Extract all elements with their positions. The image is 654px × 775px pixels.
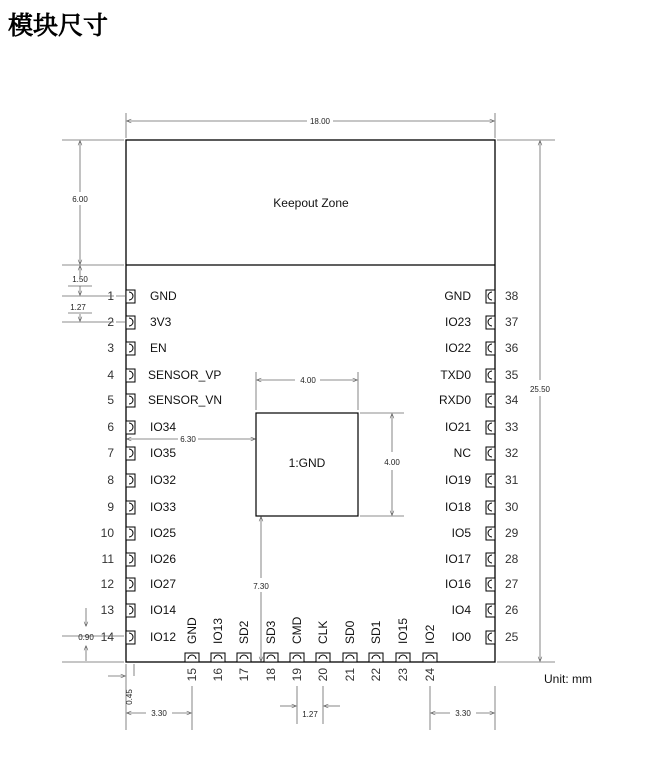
bottom-pin-pad xyxy=(423,653,437,662)
bottom-pin-number: 23 xyxy=(396,668,410,682)
right-pin-number: 29 xyxy=(505,526,519,540)
dim-bottom-left-offset: 3.30 xyxy=(151,709,167,718)
right-pin-name: IO22 xyxy=(444,341,471,355)
bottom-pin-pad xyxy=(290,653,304,662)
bottom-pin-pad xyxy=(237,653,251,662)
dim-pin-pitch: 1.27 xyxy=(70,303,86,312)
left-pin-number: 7 xyxy=(107,446,114,460)
right-pin-name: RXD0 xyxy=(438,393,471,407)
right-pin-name: NC xyxy=(453,446,471,460)
bottom-pin-number: 20 xyxy=(316,668,330,682)
dim-width: 18.00 xyxy=(309,117,331,126)
bottom-pin-number: 16 xyxy=(211,668,225,682)
bottom-pin-pad xyxy=(316,653,330,662)
left-pin-number: 3 xyxy=(107,341,114,355)
right-pin-name: IO18 xyxy=(444,500,471,514)
dim-last-pin-offset: 0.90 xyxy=(78,633,94,642)
dim-first-pin-offset: 1.50 xyxy=(72,275,88,284)
bottom-pin-pad xyxy=(396,653,410,662)
right-pin-name: TXD0 xyxy=(440,368,471,382)
dim-pad-left-offset: 6.30 xyxy=(180,435,196,444)
keepout-zone-label: Keepout Zone xyxy=(273,196,349,210)
right-pin-name: IO21 xyxy=(444,420,471,434)
bottom-pin-pad xyxy=(369,653,383,662)
unit-label: Unit: mm xyxy=(544,672,592,686)
right-pin-name: GND xyxy=(444,289,471,303)
left-pin-number: 5 xyxy=(107,393,114,407)
right-pin-name: IO16 xyxy=(444,577,471,591)
left-pin-number: 13 xyxy=(100,603,114,617)
right-pin-number: 25 xyxy=(505,630,519,644)
left-pin-number: 11 xyxy=(101,552,114,566)
left-pin-name: IO12 xyxy=(150,630,177,644)
right-pin-number: 32 xyxy=(505,446,519,460)
bottom-pin-name: SD2 xyxy=(237,620,251,644)
left-pin-name: IO26 xyxy=(150,552,177,566)
left-pin-name: SENSOR_VN xyxy=(148,393,223,407)
right-pin-number: 37 xyxy=(505,315,519,329)
bottom-pin-pad xyxy=(343,653,357,662)
bottom-pin-name: IO15 xyxy=(396,617,410,644)
left-pin-name: 3V3 xyxy=(150,315,172,329)
left-pin-name: IO14 xyxy=(150,603,177,617)
right-pin-number: 27 xyxy=(505,577,519,591)
bottom-pin-number: 17 xyxy=(237,668,251,682)
bottom-pin-name: CMD xyxy=(290,616,304,644)
right-pin-number: 38 xyxy=(505,289,519,303)
dim-bottom-right-offset: 3.30 xyxy=(455,709,471,718)
dim-height: 25.50 xyxy=(529,385,551,394)
bottom-pin-pad xyxy=(211,653,225,662)
right-pin-number: 33 xyxy=(505,420,519,434)
page-title: 模块尺寸 xyxy=(8,11,109,40)
right-pin-number: 36 xyxy=(505,341,519,355)
right-pin-number: 35 xyxy=(505,368,519,382)
bottom-pin-name: CLK xyxy=(316,620,330,644)
right-pin-number: 30 xyxy=(505,500,519,514)
bottom-pin-number: 22 xyxy=(369,668,383,682)
bottom-pin-number: 19 xyxy=(290,668,304,682)
left-pin-name: GND xyxy=(150,289,177,303)
right-pin-number: 28 xyxy=(505,552,519,566)
bottom-pin-name: GND xyxy=(185,617,199,644)
right-pin-number: 31 xyxy=(505,473,519,487)
bottom-pin-name: SD0 xyxy=(343,620,357,644)
bottom-pin-pad xyxy=(264,653,278,662)
bottom-pin-number: 15 xyxy=(185,668,199,682)
left-pin-name: EN xyxy=(150,341,167,355)
bottom-pin-name: IO13 xyxy=(211,617,225,644)
left-pin-name: IO32 xyxy=(150,473,177,487)
left-pin-number: 8 xyxy=(107,473,114,487)
left-pin-number: 10 xyxy=(100,526,114,540)
right-pin-name: IO0 xyxy=(451,630,471,644)
bottom-pin-number: 18 xyxy=(264,668,278,682)
right-pin-number: 34 xyxy=(505,393,519,407)
right-pin-name: IO23 xyxy=(444,315,471,329)
bottom-pin-number: 24 xyxy=(423,668,437,682)
bottom-pin-name: IO2 xyxy=(423,624,437,644)
right-pin-name: IO5 xyxy=(451,526,471,540)
left-pin-name: SENSOR_VP xyxy=(148,368,222,382)
dim-edge-offset: 0.45 xyxy=(125,689,134,705)
left-pin-name: IO35 xyxy=(150,446,177,460)
dim-pad-bottom-offset: 7.30 xyxy=(253,582,269,591)
center-pad-label: 1:GND xyxy=(288,456,326,470)
right-pin-name: IO19 xyxy=(444,473,471,487)
bottom-pin-name: SD3 xyxy=(264,620,278,644)
left-pin-number: 6 xyxy=(107,420,114,434)
bottom-pin-number: 21 xyxy=(343,668,357,682)
left-pin-number: 1 xyxy=(107,289,114,303)
pin-group xyxy=(101,289,519,681)
right-pin-number: 26 xyxy=(505,603,519,617)
left-pin-number: 14 xyxy=(100,630,114,644)
left-pin-name: IO27 xyxy=(150,577,177,591)
left-pin-number: 2 xyxy=(107,315,114,329)
dim-keepout-height: 6.00 xyxy=(72,195,88,204)
left-pin-number: 9 xyxy=(107,500,114,514)
bottom-pin-name: SD1 xyxy=(369,620,383,644)
left-pin-name: IO25 xyxy=(150,526,177,540)
right-pin-name: IO17 xyxy=(444,552,471,566)
right-pin-name: IO4 xyxy=(451,603,471,617)
dim-bottom-pitch: 1.27 xyxy=(302,710,318,719)
left-pin-number: 12 xyxy=(100,577,114,591)
left-pin-name: IO33 xyxy=(150,500,177,514)
dim-pad-width: 4.00 xyxy=(300,376,316,385)
left-pin-name: IO34 xyxy=(150,420,177,434)
left-pin-number: 4 xyxy=(107,368,114,382)
dim-pad-height: 4.00 xyxy=(384,458,400,467)
bottom-pin-pad xyxy=(185,653,199,662)
